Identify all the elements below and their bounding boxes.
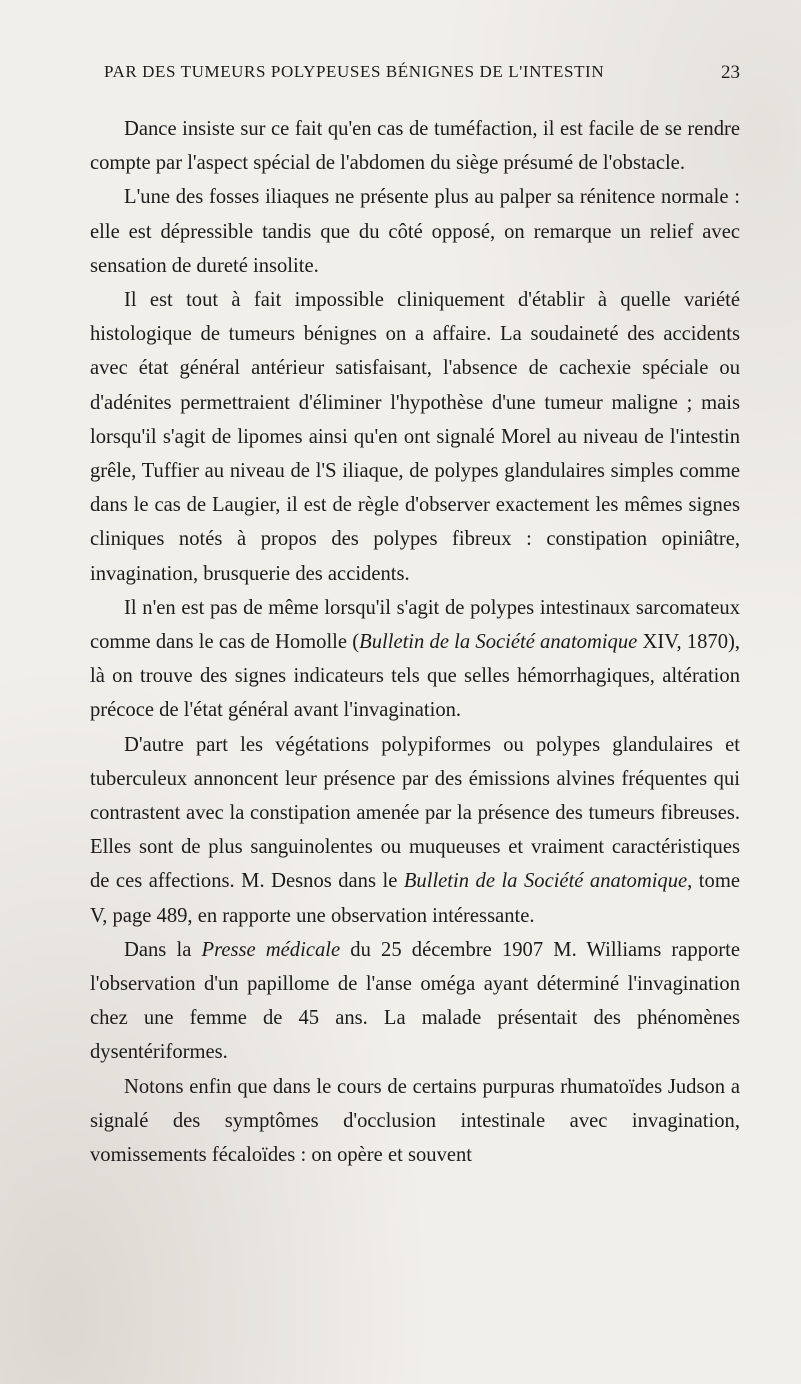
citation-title: Presse médicale (201, 938, 341, 961)
paragraph-text: Il est tout à fait impossible cliniquement d'établir à quelle variété histologique de tumeurs bénignes on a affaire. La soudaineté des accidents avec état général antérieur satisfaisant, l'absence de cachexie spéciale ou d'adénites permettraient d'éliminer l'hypothèse d'une tumeur maligne ; mais lorsqu'il s'agit de lipomes ainsi qu'en ont signalé Morel au niveau de l'intestin grêle, Tuffier au niveau de l'S iliaque, de polypes glandulaires simples comme dans le cas de Laugier, il est de règle d'observer exactement les mêmes signes cliniques notés à propos des polypes fibreux : constipation opiniâtre, invagination, brusquerie des accidents. (90, 289, 740, 585)
page-number: 23 (721, 62, 740, 83)
paragraph-vegetations (90, 728, 740, 933)
paragraph-text: Il n'en est pas de même lorsqu'il s'agit de polypes intestinaux sarcomateux comme dans le cas de Homolle ( (90, 596, 740, 654)
paragraph-text: XIV, 1870), là on trouve des signes indicateurs tels que selles hémorrhagiques, altération précoce de l'état général avant l'invagination. (90, 631, 740, 722)
paragraph-fosses-iliaques (90, 180, 740, 283)
paragraph-histologie (90, 283, 740, 591)
citation-title: Bulletin de la Société anatomique (403, 870, 688, 893)
running-title: PAR DES TUMEURS POLYPEUSES BÉNIGNES DE L'INTESTIN (104, 62, 605, 81)
paragraph-sarcomateux (90, 591, 740, 728)
paragraph-text: Dans la (124, 938, 202, 961)
paragraph-text: Notons enfin que dans le cours de certains purpuras rhumatoïdes Judson a signalé des symptômes d'occlusion intestinale avec invagination, vomissements fécaloïdes : on opère et souvent (90, 1075, 740, 1167)
paragraph-presse-medicale (90, 933, 740, 1070)
paragraph-text: D'autre part les végétations polypiformes ou polypes glandulaires et tuberculeux annoncent leur présence par des émissions alvines fréquentes qui contrastent avec la constipation amenée par la présence des tumeurs fibreuses. Elles sont de plus sanguinolentes ou muqueuses et vraiment caractéristiques de ces affections. M. Desnos dans le (90, 733, 740, 893)
paragraph-purpuras (90, 1070, 740, 1173)
running-head (104, 62, 740, 90)
paragraph-text: Dance insiste sur ce fait qu'en cas de tuméfaction, il est facile de se rendre compte par l'aspect spécial de l'abdomen du siège présumé de l'obstacle. (90, 118, 740, 175)
citation-title: Bulletin de la Société anatomique (359, 631, 638, 654)
paragraph-tumefaction (90, 112, 740, 180)
body-text (90, 112, 740, 1172)
paragraph-text: L'une des fosses iliaques ne présente plus au palper sa rénitence normale : elle est dépressible tandis que du côté opposé, on remarque un relief avec sensation de dureté insolite. (90, 186, 740, 277)
paragraph-text: , tome V, page 489, en rapporte une observation intéressante. (90, 870, 740, 927)
paragraph-text: du 25 décembre 1907 M. Williams rapporte l'observation d'un papillome de l'anse oméga ayant déterminé l'invagination chez une femme de 45 ans. La malade présentait des phénomènes dysentériformes. (90, 938, 740, 1064)
